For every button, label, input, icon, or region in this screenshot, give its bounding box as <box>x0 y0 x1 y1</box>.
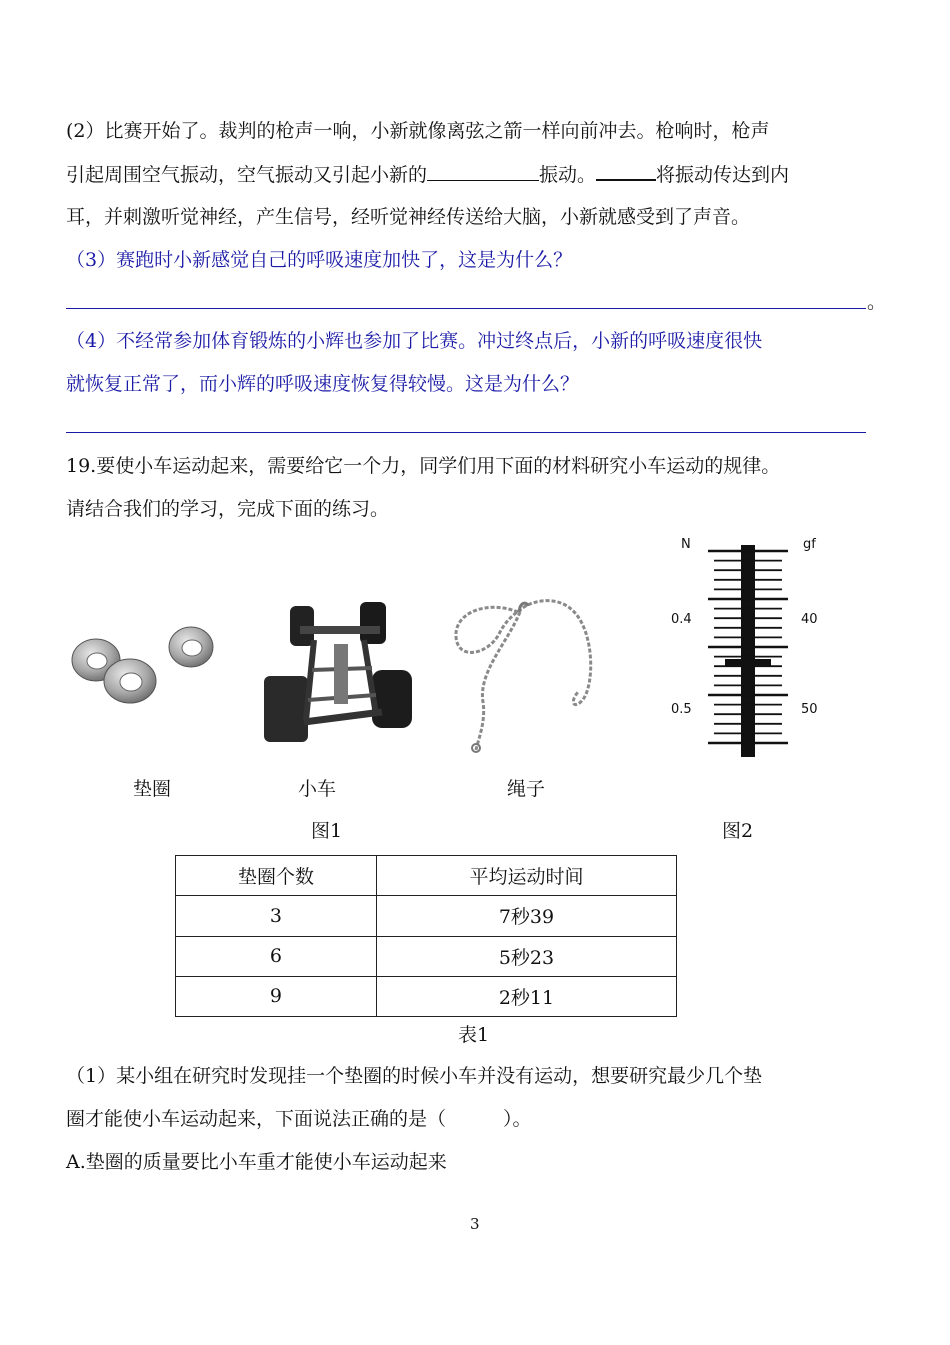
table-cell: 9 <box>176 976 377 1016</box>
q19-option-a[interactable]: A.垫圈的质量要比小车重才能使小车运动起来 <box>66 1151 447 1173</box>
q18-part4-line2: 就恢复正常了，而小辉的呼吸速度恢复得较慢。这是为什么？ <box>66 373 580 395</box>
table-cell: 5秒23 <box>376 936 676 976</box>
q18-part2-line2 <box>66 161 789 188</box>
toy-car-image <box>264 600 414 745</box>
figure2-caption: 图2 <box>722 820 754 842</box>
q18-part2-line2-text-b: 振动。 <box>539 164 597 186</box>
table-cell: 3 <box>176 896 377 936</box>
figure1-label-car: 小车 <box>298 778 337 800</box>
washer-time-table <box>175 855 677 1017</box>
scale-right-tick-1: 40 <box>801 612 818 627</box>
scale-left-unit: N <box>681 537 691 552</box>
scale-left-tick-1: 0.4 <box>671 612 692 627</box>
q18-part3-answer-line[interactable] <box>66 308 866 309</box>
q18-part2-line2-text-a: 引起周围空气振动，空气振动又引起小新的 <box>66 164 428 186</box>
q19-intro-line2: 请结合我们的学习，完成下面的练习。 <box>66 498 390 520</box>
scale-right-unit: gf <box>803 537 816 552</box>
q19-intro-line1: 19.要使小车运动起来，需要给它一个力，同学们用下面的材料研究小车运动的规律。 <box>66 455 781 477</box>
figure1-label-washer: 垫圈 <box>133 778 172 800</box>
q18-part4-answer-line[interactable] <box>66 432 866 433</box>
answer-blank-ear-part[interactable] <box>427 162 539 181</box>
page-number: 3 <box>470 1215 480 1233</box>
q18-part2-line2-text-c: 将振动传达到内 <box>656 164 790 186</box>
table-header-average-time: 平均运动时间 <box>376 856 676 896</box>
q19-sub1-line2: 圈才能使小车运动起来，下面说法正确的是（ ）。 <box>66 1108 532 1130</box>
scale-right-tick-2: 50 <box>801 702 818 717</box>
table1-caption: 表1 <box>458 1024 490 1046</box>
figure1-caption: 图1 <box>311 820 343 842</box>
q19-sub1-line1: （1）某小组在研究时发现挂一个垫圈的时候小车并没有运动，想要研究最少几个垫 <box>66 1065 763 1087</box>
q18-part3-end-mark: 。 <box>867 291 887 313</box>
washers-image <box>66 615 216 715</box>
table-row <box>176 936 677 976</box>
table-row <box>176 896 677 936</box>
answer-blank-transmitter[interactable] <box>596 161 656 181</box>
table-cell: 6 <box>176 936 377 976</box>
q18-part2-line3: 耳，并刺激听觉神经，产生信号，经听觉神经传送给大脑，小新就感受到了声音。 <box>66 206 751 228</box>
table-cell: 7秒39 <box>376 896 676 936</box>
q18-part4-line1: （4）不经常参加体育锻炼的小辉也参加了比赛。冲过终点后，小新的呼吸速度很快 <box>66 330 763 352</box>
scale-left-tick-2: 0.5 <box>671 702 692 717</box>
spring-scale-figure <box>665 535 835 760</box>
table-header-row <box>176 856 677 896</box>
table-cell: 2秒11 <box>376 976 676 1016</box>
table-header-washer-count: 垫圈个数 <box>176 856 377 896</box>
q18-part2-line1: (2）比赛开始了。裁判的枪声一响，小新就像离弦之箭一样向前冲去。枪响时，枪声 <box>66 120 770 142</box>
q18-part3-question: （3）赛跑时小新感觉自己的呼吸速度加快了，这是为什么？ <box>66 249 573 271</box>
spring-scale-drawing <box>665 535 835 760</box>
table-row <box>176 976 677 1016</box>
figure1-label-rope: 绳子 <box>507 778 546 800</box>
rope-image <box>448 592 603 757</box>
